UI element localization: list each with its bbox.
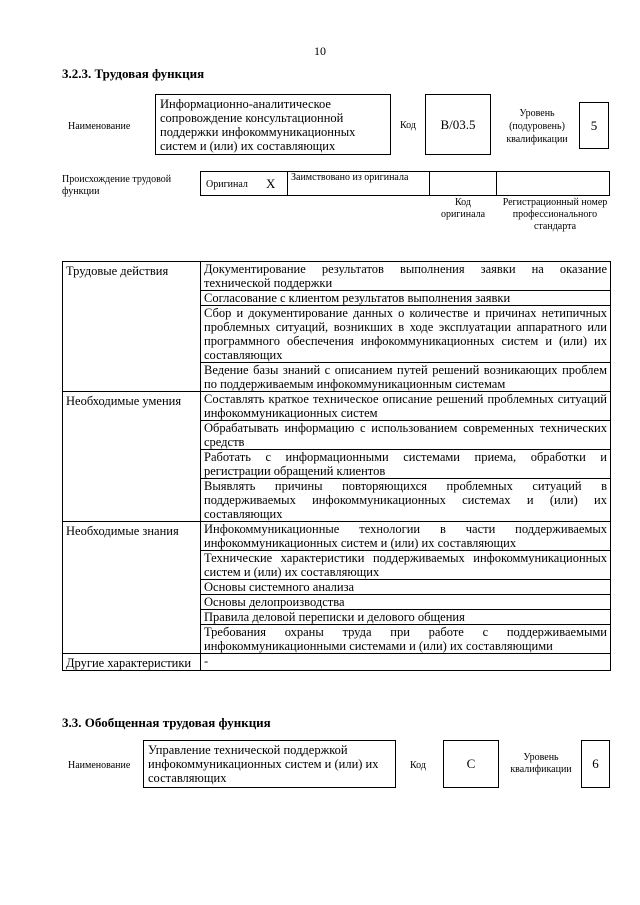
origin-label: Происхождение трудовой функции bbox=[62, 174, 172, 197]
table-row bbox=[63, 262, 611, 291]
list-item: Основы делопроизводства bbox=[201, 595, 611, 610]
labor-function-table bbox=[62, 261, 611, 671]
list-item: Сбор и документирование данных о количестве и причинах нетипичных проблемных ситуаций, возникших в ходе эксплуатации аппаратного или программного обеспечения инфокоммуникационных систем и (или) их составляющих bbox=[201, 306, 611, 363]
page-number: 10 bbox=[314, 44, 326, 58]
row-label-other: Другие характеристики bbox=[63, 654, 201, 671]
name-label: Наименование bbox=[68, 121, 131, 132]
code-value-2: C bbox=[443, 740, 499, 788]
list-item: Инфокоммуникационные технологии в части поддерживаемых инфокоммуникационных систем и (или) их составляющих bbox=[201, 522, 611, 551]
list-item: Основы системного анализа bbox=[201, 580, 611, 595]
code-value: B/03.5 bbox=[425, 94, 491, 155]
list-item: Обрабатывать информацию с использованием современных технических средств bbox=[201, 421, 611, 450]
list-item: Составлять краткое техническое описание решений проблемных ситуаций инфокоммуникационных систем bbox=[201, 392, 611, 421]
name-value-box bbox=[155, 94, 391, 155]
level-label-2: Уровень квалификации bbox=[510, 752, 572, 775]
name-value-2: Управление технической поддержкой инфокоммуникационных систем и (или) их составляющих bbox=[148, 743, 379, 785]
list-item: - bbox=[201, 654, 611, 671]
original-label: Оригинал bbox=[206, 179, 248, 190]
borrowed-label: Заимствовано из оригинала bbox=[291, 172, 409, 183]
level-value-2: 6 bbox=[581, 740, 610, 788]
list-item: Работать с информационными системами приема, обработки и регистрации обращений клиентов bbox=[201, 450, 611, 479]
table-row bbox=[63, 654, 611, 671]
list-item: Документирование результатов выполнения заявки на оказание технической поддержки bbox=[201, 262, 611, 291]
table-row bbox=[63, 392, 611, 421]
reg-number-caption: Регистрационный номер профессионального стандарта bbox=[502, 197, 608, 232]
section-heading-labor-function: 3.2.3. Трудовая функция bbox=[62, 66, 205, 81]
list-item: Выявлять причины повторяющихся проблемных ситуаций в поддерживаемых инфокоммуникационных системах и (или) их составляющих bbox=[201, 479, 611, 522]
table-row bbox=[63, 522, 611, 551]
code-label: Код bbox=[400, 120, 416, 131]
section-heading-generalized-function: 3.3. Обобщенная трудовая функция bbox=[62, 715, 271, 730]
list-item: Требования охраны труда при работе с поддерживаемыми инфокоммуникационными системами и (или) их составляющими bbox=[201, 625, 611, 654]
level-label: Уровень (подуровень) квалификации bbox=[506, 108, 568, 145]
code-label-2: Код bbox=[410, 760, 426, 771]
name-label-2: Наименование bbox=[68, 760, 131, 771]
name-value-box-2 bbox=[143, 740, 396, 788]
list-item: Правила деловой переписки и делового общения bbox=[201, 610, 611, 625]
row-label-skills: Необходимые умения bbox=[63, 392, 201, 522]
name-value: Информационно-аналитическое сопровождение консультационной поддержки инфокоммуникационных систем и (или) их составляющих bbox=[160, 97, 356, 153]
level-value: 5 bbox=[579, 102, 609, 149]
list-item: Ведение базы знаний с описанием путей решений возникающих проблем по поддерживаемым инфокоммуникационным системам bbox=[201, 363, 611, 392]
row-label-actions: Трудовые действия bbox=[63, 262, 201, 392]
row-label-knowledge: Необходимые знания bbox=[63, 522, 201, 654]
list-item: Технические характеристики поддерживаемых инфокоммуникационных систем и (или) их составляющих bbox=[201, 551, 611, 580]
origin-code-caption: Код оригинала bbox=[440, 197, 486, 220]
original-mark: X bbox=[266, 176, 276, 191]
list-item: Согласование с клиентом результатов выполнения заявки bbox=[201, 291, 611, 306]
